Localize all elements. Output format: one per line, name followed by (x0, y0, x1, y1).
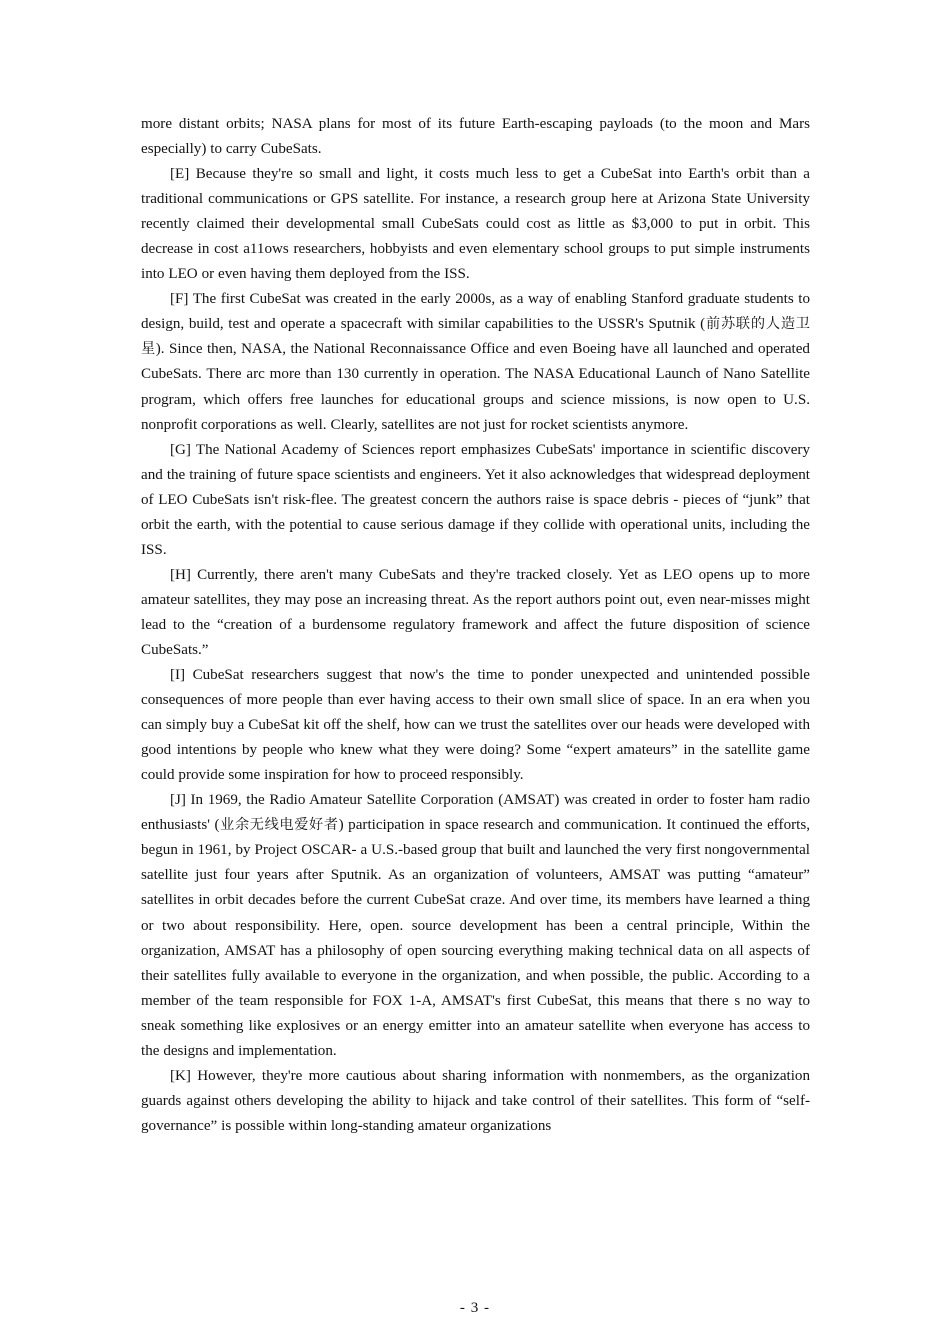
body-text-column (141, 112, 810, 1139)
paragraph-f-text-after-cjk: ). Since then, NASA, the National Reconnaissance Office and even Boeing have all launched and operated CubeSats. There arc more than 130 currently in operation. The NASA Educational Launch of Nano Satellite program, which offers free launches for educational groups and science missions, is now open to U.S. nonprofit corporations as well. Clearly, satellites are not just for rocket scientists anymore. (141, 341, 810, 433)
paragraph-j-text-after-cjk: ) participation in space research and communication. It continued the efforts, begun in 1961, by Project OSCAR- a U.S.-based group that built and launched the very first nongovernmental satellite just four years after Sputnik. As an organization of volunteers, AMSAT was putting “amateur” satellites in orbit decades before the current CubeSat craze. And over time, its members have learned a thing or two about responsibility. Here, open. source development has been a central principle, Within the organization, AMSAT has a philosophy of open sourcing everything making technical data on all aspects of their satellites fully available to everyone in the organization, and when possible, the public. According to a member of the team responsible for FOX 1-A, AMSAT's first CubeSat, this means that there s no way to sneak something like explosives or an energy emitter into an amateur satellite when everyone has access to the designs and implementation. (141, 817, 810, 1059)
paragraph-j (141, 788, 810, 1064)
paragraph-continuation: more distant orbits; NASA plans for most of its future Earth-escaping payloads (to the moon and Mars especially) to carry CubeSats. (141, 116, 810, 158)
page-number: - 3 - (459, 1300, 491, 1316)
paragraph-k: [K] However, they're more cautious about sharing information with nonmembers, as the organization guards against others developing the ability to hijack and take control of their satellites. This form of “self-governance” is possible within long-standing amateur organizations (141, 1067, 810, 1134)
paragraph-h: [H] Currently, there aren't many CubeSats and they're tracked closely. Yet as LEO opens up to more amateur satellites, they may pose an increasing threat. As the report authors point out, even near-misses might lead to the “creation of a burdensome regulatory framework and affect the future disposition of science CubeSats.” (141, 566, 810, 658)
paragraph-j-text-before-cjk: [J] In 1969, the Radio Amateur Satellite Corporation (AMSAT) was created in order to foster ham radio enthusiasts' ( (141, 792, 810, 834)
paragraph-f-chinese-gloss: 前苏联的人造卫星 (141, 316, 810, 358)
paragraph-i: [I] CubeSat researchers suggest that now's the time to ponder unexpected and unintended possible consequences of more people than ever having access to their own small slice of space. In an era when you can simply buy a CubeSat kit off the shelf, how can we trust the satellites over our heads were developed with good intentions by people who knew what they were doing? Some “expert amateurs” in the satellite game could provide some inspiration for how to proceed responsibly. (141, 667, 810, 784)
paragraph-f-text-before-cjk: [F] The first CubeSat was created in the early 2000s, as a way of enabling Stanford graduate students to design, build, test and operate a spacecraft with similar capabilities to the USSR's Sputnik ( (141, 291, 810, 333)
paragraph-j-chinese-gloss: 业余无线电爱好者 (219, 817, 339, 834)
paragraph-g: [G] The National Academy of Sciences report emphasizes CubeSats' importance in scientific discovery and the training of future space scientists and engineers. Yet it also acknowledges that widespread deployment of LEO CubeSats isn't risk-flee. The greatest concern the authors raise is space debris - pieces of “junk” that orbit the earth, with the potential to cause serious damage if they collide with operational units, including the ISS. (141, 441, 810, 558)
paragraph-e: [E] Because they're so small and light, it costs much less to get a CubeSat into Earth's orbit than a traditional communications or GPS satellite. For instance, a research group here at Arizona State University recently claimed their developmental small CubeSats could cost as little as $3,000 to put in orbit. This decrease in cost a11ows researchers, hobbyists and even elementary school groups to put simple instruments into LEO or even having them deployed from the ISS. (141, 166, 810, 283)
paragraph-f (141, 287, 810, 437)
